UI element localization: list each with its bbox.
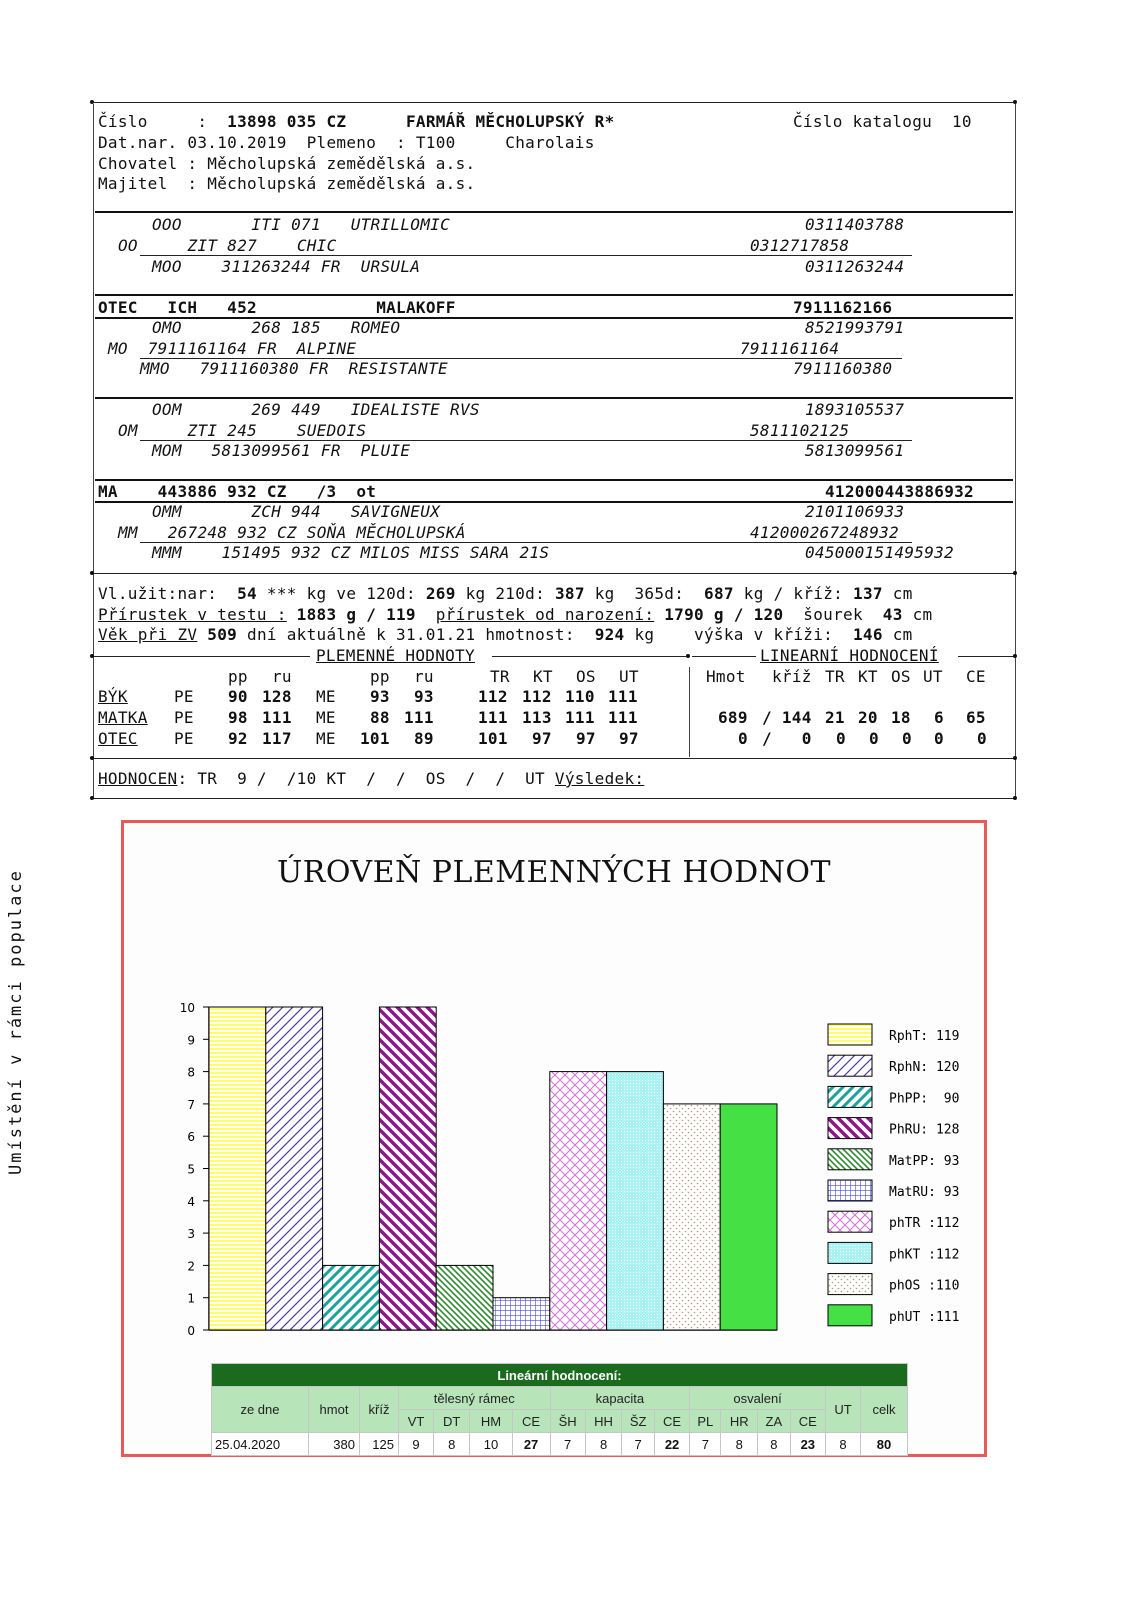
bv-ut: 111 xyxy=(608,687,638,706)
bv-ru: 111 xyxy=(262,708,292,727)
cislo-value: 13898 035 CZ xyxy=(227,112,347,131)
bar-2 xyxy=(323,1265,380,1330)
ped-omo-num: 8521993791 xyxy=(805,318,905,337)
bv-mpp: 88 xyxy=(370,708,390,727)
sub-hh: HH xyxy=(585,1410,622,1433)
col-kriz: kříž xyxy=(360,1387,399,1433)
ped-otec: OTEC ICH 452 MALAKOFF xyxy=(98,298,456,317)
bv-ut: 97 xyxy=(619,729,639,748)
legend-label: phOS :110 xyxy=(889,1278,960,1294)
plemenne-hodnoty-title: PLEMENNÉ HODNOTY xyxy=(316,646,475,665)
ped-mom: MOM 5813099561 FR PLUIE xyxy=(152,441,411,460)
sub-za: ZA xyxy=(758,1410,791,1433)
ped-om-num: 5811102125 xyxy=(750,421,850,440)
katalog-label: Číslo katalogu xyxy=(793,112,933,131)
legend-swatch xyxy=(828,1086,872,1107)
chart-y-axis-label: Umístění v rámci populace xyxy=(6,869,26,1175)
ped-mm-num: 412000267248932 xyxy=(750,523,899,542)
legend-swatch xyxy=(828,1211,872,1232)
cell-ut: 8 xyxy=(826,1433,861,1456)
legend-label: RphN: 120 xyxy=(889,1060,960,1076)
col-ze-dne: ze dne xyxy=(212,1387,309,1433)
lin-hmot: 0 xyxy=(738,729,748,748)
cell-vt: 9 xyxy=(399,1433,434,1456)
ped-omo: OMO 268 185 ROMEO xyxy=(152,318,401,337)
sub-pl: PL xyxy=(690,1410,721,1433)
sub-hr: HR xyxy=(721,1410,758,1433)
legend-swatch xyxy=(828,1180,872,1201)
sub-dt: DT xyxy=(434,1410,470,1433)
ped-mmm-num: 045000151495932 xyxy=(805,543,954,562)
bv-head-mru: ru xyxy=(414,667,434,686)
bv-tr: 111 xyxy=(478,708,508,727)
plemeno-name: Charolais xyxy=(505,133,595,152)
sub-ce: CE xyxy=(512,1410,550,1433)
bv-kt: 97 xyxy=(532,729,552,748)
y-tick-label: 4 xyxy=(187,1194,195,1209)
bv-os: 111 xyxy=(565,708,595,727)
perf-line-1: Vl.užit:nar: 54 *** kg ve 120d: 269 kg 210d: 387 kg 365d: 687 kg / kříž: 137 cm xyxy=(98,584,913,603)
ped-omm: OMM ZCH 944 SAVIGNEUX xyxy=(152,502,441,521)
legend-label: phTR :112 xyxy=(889,1216,960,1232)
legend-swatch xyxy=(828,1149,872,1170)
bv-tr: 112 xyxy=(478,687,508,706)
y-tick-label: 10 xyxy=(179,1001,195,1015)
ped-moo-num: 0311263244 xyxy=(805,257,905,276)
lin-ut: 0 xyxy=(934,729,944,748)
bv-row-label: OTEC xyxy=(98,729,138,748)
legend-swatch xyxy=(828,1242,872,1263)
group-telesny-ramec: tělesný rámec xyxy=(399,1387,551,1410)
lin-hmot: 689 xyxy=(718,708,748,727)
ped-oom-num: 1893105537 xyxy=(805,400,905,419)
lin-os: 0 xyxy=(902,729,912,748)
ped-mom-num: 5813099561 xyxy=(805,441,905,460)
ped-omm-num: 2101106933 xyxy=(805,502,905,521)
bar-9 xyxy=(720,1104,777,1330)
cell-pl: 7 xyxy=(690,1433,721,1456)
bv-mru: 89 xyxy=(414,729,434,748)
bv-mpp: 101 xyxy=(360,729,390,748)
ped-mmo: MMO 7911160380 FR RESISTANTE xyxy=(140,359,448,378)
cell-za: 8 xyxy=(758,1433,791,1456)
sub-vt: VT xyxy=(399,1410,434,1433)
katalog-value: 10 xyxy=(951,112,972,131)
bv-pe: PE xyxy=(174,729,194,748)
perf-line-2: Přírustek v testu : 1883 g / 119 přírustek od narození: 1790 g / 120 šourek 43 cm xyxy=(98,605,933,624)
hodnoceni-line: HODNOCEN: TR 9 / /10 KT / / OS / / UT Výsledek: xyxy=(98,769,645,788)
bv-tr: 101 xyxy=(478,729,508,748)
bv-os: 97 xyxy=(576,729,596,748)
y-tick-label: 5 xyxy=(187,1162,195,1177)
y-tick-label: 3 xyxy=(187,1227,195,1242)
ped-mmo-num: 7911160380 xyxy=(793,359,893,378)
bull-name: FARMÁŘ MĚCHOLUPSKÝ R* xyxy=(405,112,615,131)
cell-hh: 8 xyxy=(585,1433,622,1456)
lin-head-tr: TR xyxy=(825,667,845,686)
lin-os: 18 xyxy=(891,708,911,727)
lin-ut: 6 xyxy=(934,708,944,727)
sub-sh: ŠH xyxy=(550,1410,585,1433)
bar-7 xyxy=(607,1072,664,1330)
legend-label: MatRU: 93 xyxy=(889,1185,960,1200)
col-celk: celk xyxy=(861,1387,908,1433)
lin-head-ut: UT xyxy=(923,667,943,686)
bar-1 xyxy=(266,1007,323,1330)
cell-hmot: 380 xyxy=(309,1433,360,1456)
cell-ce-osvaleni: 23 xyxy=(790,1433,825,1456)
lin-head-ce: CE xyxy=(966,667,986,686)
bv-row-label: MATKA xyxy=(98,708,148,727)
lin-ce: 0 xyxy=(977,729,987,748)
plemeno-label: Plemeno xyxy=(306,133,377,152)
y-tick-label: 8 xyxy=(187,1065,195,1080)
bar-8 xyxy=(663,1104,720,1330)
cell-dt: 8 xyxy=(434,1433,470,1456)
bv-pp: 92 xyxy=(228,729,248,748)
table-row xyxy=(212,1433,908,1456)
ped-mm: MM 267248 932 CZ SOŇA MĚCHOLUPSKÁ xyxy=(118,523,466,542)
ped-ma: MA 443886 932 CZ /3 ot xyxy=(98,482,377,501)
lin-kt: 0 xyxy=(869,729,879,748)
cell-date: 25.04.2020 xyxy=(212,1433,309,1456)
bv-kt: 113 xyxy=(522,708,552,727)
lin-tr: 0 xyxy=(836,729,846,748)
cell-ce-kapacita: 22 xyxy=(654,1433,689,1456)
ped-mo-num: 7911161164 xyxy=(740,339,840,358)
datnar-value: 03.10.2019 xyxy=(187,133,287,152)
sub-sz: ŠZ xyxy=(622,1410,655,1433)
bv-os: 110 xyxy=(565,687,595,706)
chart-legend xyxy=(828,1024,959,1326)
ped-oom: OOM 269 449 IDEALISTE RVS xyxy=(152,400,480,419)
lin-head-kt: KT xyxy=(858,667,878,686)
ped-mo: MO 7911161164 FR ALPINE xyxy=(108,339,357,358)
bv-kt: 112 xyxy=(522,687,552,706)
bv-head-kt: KT xyxy=(533,667,553,686)
legend-swatch xyxy=(828,1024,872,1045)
col-hmot: hmot xyxy=(309,1387,360,1433)
bv-head-ut: UT xyxy=(619,667,639,686)
bv-me: ME xyxy=(316,729,336,748)
bv-pe: PE xyxy=(174,708,194,727)
lin-head-os: OS xyxy=(891,667,911,686)
bv-pe: PE xyxy=(174,687,194,706)
bar-3 xyxy=(379,1007,436,1330)
legend-label: phUT :111 xyxy=(889,1309,960,1325)
y-tick-label: 6 xyxy=(187,1130,195,1145)
ped-ooo-num: 0311403788 xyxy=(805,215,905,234)
bv-pp: 98 xyxy=(228,708,248,727)
lin-kriz: / 144 xyxy=(762,708,812,727)
cell-ce-ramec: 27 xyxy=(512,1433,550,1456)
chovatel-label: Chovatel xyxy=(98,154,178,173)
bv-ru: 117 xyxy=(262,729,292,748)
legend-swatch xyxy=(828,1305,872,1326)
y-tick-label: 1 xyxy=(187,1291,195,1306)
bv-ru: 128 xyxy=(262,687,292,706)
ped-mmm: MMM 151495 932 CZ MILOS MISS SARA 21S xyxy=(152,543,550,562)
bv-head-ru: ru xyxy=(272,667,292,686)
bv-me: ME xyxy=(316,687,336,706)
legend-label: phKT :112 xyxy=(889,1247,960,1263)
bar-6 xyxy=(550,1072,607,1330)
perf-line-3: Věk při ZV 509 dní aktuálně k 31.01.21 hmotnost: 924 kg výška v kříži: 146 cm xyxy=(98,625,913,644)
bv-head-os: OS xyxy=(576,667,596,686)
col-ut: UT xyxy=(826,1387,861,1433)
header-line-1: Číslo : 13898 035 CZ FARMÁŘ MĚCHOLUPSKÝ R* xyxy=(98,112,615,131)
chovatel-value: Měcholupská zemědělská a.s. xyxy=(207,154,476,173)
legend-label: RphT: 119 xyxy=(889,1029,960,1044)
ped-om: OM ZTI 245 SUEDOIS xyxy=(118,421,367,440)
cell-sz: 7 xyxy=(622,1433,655,1456)
bar-4 xyxy=(436,1265,493,1330)
bar-0 xyxy=(209,1007,266,1330)
bv-mru: 111 xyxy=(404,708,434,727)
header-line-3: Chovatel : Měcholupská zemědělská a.s. xyxy=(98,154,476,173)
cislo-label: Číslo xyxy=(98,112,148,131)
bv-row-label: BÝK xyxy=(98,687,128,706)
bv-ut: 111 xyxy=(608,708,638,727)
y-tick-label: 7 xyxy=(187,1097,195,1112)
y-tick-label: 2 xyxy=(187,1259,195,1274)
lin-tr: 21 xyxy=(825,708,845,727)
linear-table-title: Lineární hodnocení: xyxy=(212,1364,908,1387)
majitel-label: Majitel xyxy=(98,174,168,193)
ped-ooo: OOO ITI 071 UTRILLOMIC xyxy=(152,215,451,234)
plemeno-code: T100 xyxy=(415,133,456,152)
ped-moo: MOO 311263244 FR URSULA xyxy=(152,257,421,276)
header-line-2: Dat.nar. 03.10.2019 Plemeno : T100 Charolais xyxy=(98,133,595,152)
group-kapacita: kapacita xyxy=(550,1387,690,1410)
ped-oo: OO ZIT 827 CHIC xyxy=(118,236,337,255)
ped-oo-num: 0312717858 xyxy=(750,236,850,255)
y-tick-label: 9 xyxy=(187,1033,195,1048)
legend-swatch xyxy=(828,1055,872,1076)
cell-hm: 10 xyxy=(470,1433,512,1456)
chart-title: ÚROVEŇ PLEMENNÝCH HODNOT xyxy=(276,855,831,890)
lin-kriz: / 0 xyxy=(762,729,812,748)
bv-me: ME xyxy=(316,708,336,727)
legend-label: PhPP: 90 xyxy=(889,1091,960,1107)
bv-pp: 90 xyxy=(228,687,248,706)
sub-ce: CE xyxy=(790,1410,825,1433)
sub-hm: HM xyxy=(470,1410,512,1433)
cell-celk: 80 xyxy=(861,1433,908,1456)
lin-head-kriz: kříž xyxy=(772,667,812,686)
y-tick-label: 0 xyxy=(187,1324,195,1338)
bv-head-mpp: pp xyxy=(370,667,390,686)
bv-mru: 93 xyxy=(414,687,434,706)
lin-ce: 65 xyxy=(966,708,986,727)
majitel-value: Měcholupská zemědělská a.s. xyxy=(207,174,476,193)
legend-label: MatPP: 93 xyxy=(889,1153,960,1169)
cell-kriz: 125 xyxy=(360,1433,399,1456)
sub-ce: CE xyxy=(654,1410,689,1433)
chart-bars xyxy=(209,1007,777,1330)
bv-mpp: 93 xyxy=(370,687,390,706)
ped-ma-num: 412000443886932 xyxy=(825,482,974,501)
bv-head-tr: TR xyxy=(490,667,510,686)
legend-label: PhRU: 128 xyxy=(889,1122,960,1138)
cell-sh: 7 xyxy=(550,1433,585,1456)
linear-evaluation-table xyxy=(211,1363,908,1456)
cell-hr: 8 xyxy=(721,1433,758,1456)
lin-kt: 20 xyxy=(858,708,878,727)
bv-head-pp: pp xyxy=(228,667,248,686)
group-osvaleni: osvalení xyxy=(690,1387,826,1410)
datnar-label: Dat.nar. xyxy=(98,133,178,152)
bar-5 xyxy=(493,1298,550,1330)
legend-swatch xyxy=(828,1118,872,1139)
linearni-hodnoceni-title: LINEARNÍ HODNOCENÍ xyxy=(760,646,939,665)
lin-head-hmot: Hmot xyxy=(706,667,746,686)
header-line-4: Majitel : Měcholupská zemědělská a.s. xyxy=(98,174,476,193)
legend-swatch xyxy=(828,1274,872,1295)
ped-otec-num: 7911162166 xyxy=(793,298,893,317)
